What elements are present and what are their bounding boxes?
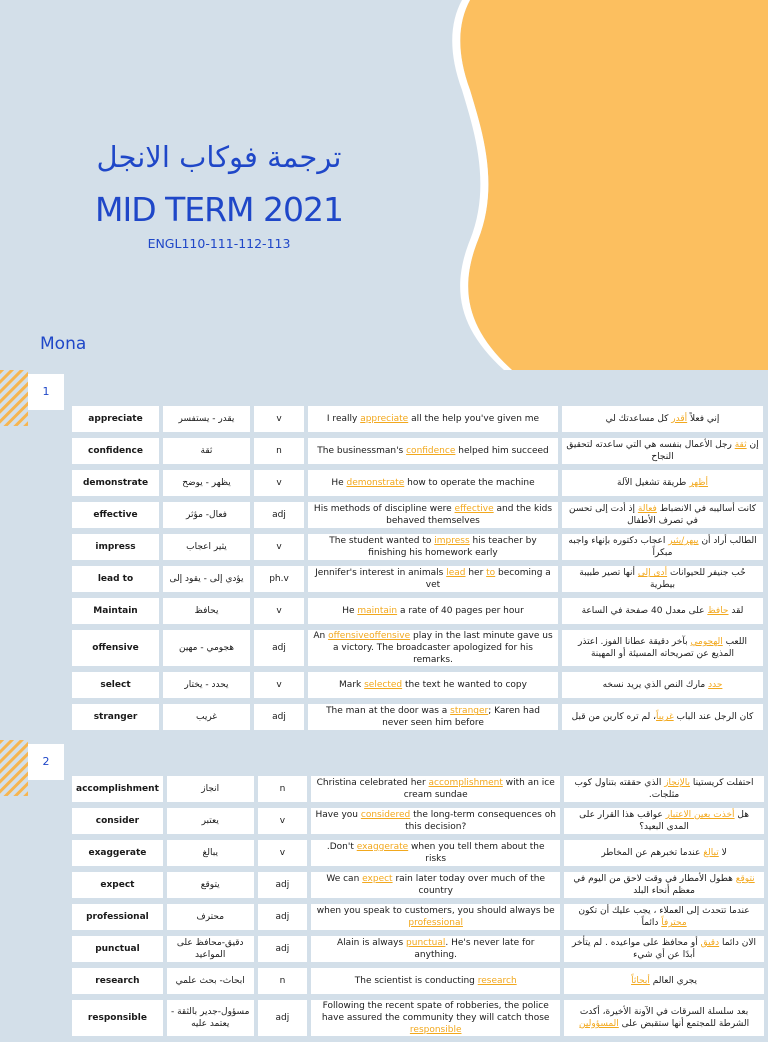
example-sentence: [308, 470, 558, 496]
example-sentence: [311, 872, 560, 898]
example-sentence: [308, 406, 558, 432]
part-of-speech: n: [258, 776, 308, 802]
arabic-translation: [564, 968, 764, 994]
highlighted-word: considered: [360, 809, 411, 820]
arabic-translation: [564, 872, 764, 898]
highlighted-word: بالإنجاز: [664, 777, 690, 788]
sentence-text: Have you: [315, 809, 361, 820]
example-sentence: [308, 502, 558, 528]
part-of-speech: v: [258, 808, 308, 834]
vocab-word: consider: [72, 808, 163, 834]
sentence-text: helped him succeed: [455, 445, 549, 456]
sentence-text: when you tell them about the risks: [408, 841, 545, 864]
arabic-translation: [562, 470, 763, 496]
translation-text: عندما تتحدث إلى العملاء ، يجب عليك أن تكون: [578, 905, 750, 916]
part-of-speech: adj: [258, 872, 308, 898]
arabic-meaning: ثقة: [163, 438, 250, 464]
highlighted-word: نتوقع: [735, 873, 755, 884]
translation-text: لا: [718, 847, 727, 858]
arabic-meaning: يثير اعجاب: [163, 534, 250, 560]
highlighted-word: offensive: [369, 631, 411, 641]
vocab-word: impress: [72, 534, 159, 560]
highlighted-word: offensive: [328, 631, 370, 641]
example-sentence: [308, 630, 558, 666]
table-row: [72, 872, 764, 898]
vocab-word: Maintain: [72, 598, 159, 624]
sentence-text: Jennifer's interest in animals: [315, 567, 447, 578]
highlighted-word: lead: [446, 567, 466, 578]
vocab-word: appreciate: [72, 406, 159, 432]
highlighted-word: أقدر: [671, 413, 688, 424]
arabic-translation: [562, 704, 763, 730]
highlighted-word: to: [486, 567, 496, 578]
table-row: [72, 840, 764, 866]
arabic-translation: [564, 904, 764, 930]
arabic-translation: [564, 808, 764, 834]
arabic-translation: [562, 406, 763, 432]
arabic-meaning: انجاز: [167, 776, 254, 802]
arabic-translation: [562, 502, 763, 528]
highlighted-word: professional: [408, 918, 463, 928]
sentence-text: how to operate the machine: [404, 477, 535, 488]
sentence-text: all the help you've given me: [408, 413, 540, 424]
highlighted-word: stranger: [450, 706, 489, 717]
vocab-word: research: [72, 968, 163, 994]
table-row: [72, 534, 763, 560]
example-sentence: [308, 566, 558, 592]
vocab-word: exaggerate: [72, 840, 163, 866]
translation-text: طريقة تشغيل الآلة: [617, 477, 690, 488]
table-row: [72, 968, 764, 994]
part-of-speech: n: [258, 968, 308, 994]
arabic-translation: [562, 672, 763, 698]
highlighted-word: يبهر/يثير: [668, 535, 699, 546]
sentence-text: a rate of 40 pages per hour: [397, 605, 524, 616]
highlighted-word: أدى إلى: [637, 567, 668, 578]
sentence-text: with an ice cream sundae: [403, 777, 555, 800]
part-of-speech: adj: [254, 630, 304, 666]
sentence-text: He: [342, 605, 358, 616]
arabic-title: ترجمة فوكاب الانجل: [96, 140, 342, 174]
table-row: [72, 808, 764, 834]
highlighted-word: حدد: [708, 680, 723, 691]
sentence-text: her: [465, 567, 487, 578]
translation-text: أنها تصير طبيبة بيطرية: [579, 567, 675, 590]
highlighted-word: أظهر: [689, 477, 708, 488]
arabic-meaning: يظهر - يوضح: [163, 470, 250, 496]
translation-text: الان دائما: [719, 937, 757, 948]
table-row: [72, 776, 764, 802]
highlighted-word: confidence: [406, 445, 456, 456]
part-of-speech: adj: [254, 502, 304, 528]
translation-text: إني فعلاً: [687, 413, 720, 424]
table-row: [72, 672, 763, 698]
arabic-meaning: يؤدي إلى - يقود إلى: [163, 566, 250, 592]
part-of-speech: v: [254, 470, 304, 496]
example-sentence: [308, 672, 558, 698]
highlighted-word: appreciate: [360, 413, 409, 424]
vocab-table-1: [68, 400, 767, 736]
sentence-text: I really: [326, 413, 361, 424]
translation-text: أو محافظ على مواعيده . لم يتأخر أبدًا عن أي شيء: [572, 937, 701, 960]
vocab-word: demonstrate: [72, 470, 159, 496]
sentence-text: rain later today over much of the country: [392, 873, 546, 896]
vocab-word: lead to: [72, 566, 159, 592]
highlighted-word: maintain: [357, 605, 398, 616]
vocab-word: expect: [72, 872, 163, 898]
sentence-text: . He's never late for anything.: [414, 937, 535, 960]
part-of-speech: adj: [258, 936, 308, 962]
example-sentence: [311, 776, 560, 802]
highlighted-word: غريباً: [656, 712, 674, 723]
translation-text: ، لم تره كارين من قبل: [571, 712, 657, 723]
arabic-meaning: غريب: [163, 704, 250, 730]
translation-text: كل مساعدتك لي: [605, 413, 672, 424]
vocab-word: offensive: [72, 630, 159, 666]
sentence-text: the text he wanted to copy: [402, 680, 527, 691]
highlighted-word: محترفاً: [661, 918, 687, 928]
arabic-translation: [562, 438, 763, 464]
vocab-word: accomplishment: [72, 776, 163, 802]
highlighted-word: research: [477, 975, 517, 986]
translation-text: كانت أساليبه في الانضباط: [656, 503, 756, 514]
highlighted-word: demonstrate: [346, 477, 405, 488]
example-sentence: [311, 936, 560, 962]
vocab-word: select: [72, 672, 159, 698]
highlighted-word: أخذت بعين الاعتبار: [665, 809, 735, 820]
part-of-speech: adj: [258, 1000, 308, 1036]
highlighted-word: دقيق: [700, 937, 720, 948]
example-sentence: [311, 808, 560, 834]
arabic-translation: [564, 840, 764, 866]
arabic-translation: [562, 566, 763, 592]
arabic-meaning: يعتبر: [167, 808, 254, 834]
translation-text: بآخر دقيقة عطانا الفوز. اعتذر المذيع عن تصريحاته المسيئة أو المهينة: [578, 637, 735, 660]
sentence-text: ; Karen had never seen him before: [382, 706, 540, 729]
sentence-text: His methods of discipline were: [313, 503, 455, 514]
highlighted-word: accomplishment: [428, 777, 503, 788]
highlighted-word: effective: [454, 503, 494, 514]
part-of-speech: v: [254, 534, 304, 560]
example-sentence: [308, 534, 558, 560]
example-sentence: [311, 840, 560, 866]
highlighted-word: الهجومي: [690, 637, 723, 648]
sentence-text: when you speak to customers, you should always be: [316, 905, 555, 916]
highlighted-word: punctual: [406, 937, 446, 948]
arabic-meaning: يحافظ: [163, 598, 250, 624]
translation-text: الطالب أراد أن: [698, 535, 757, 546]
striped-decoration: [0, 370, 28, 426]
translation-text: لقد: [728, 605, 744, 616]
translation-text: رجل الأعمال بنفسه هي التي ساعدته لتحقيق النجاح: [566, 439, 735, 462]
arabic-meaning: محترف: [167, 904, 254, 930]
highlighted-word: المسؤولين: [579, 1019, 619, 1030]
arabic-meaning: فعال- مؤثر: [163, 502, 250, 528]
translation-text: عواقب هذا القرار على المدى البعيد؟: [579, 809, 689, 832]
translation-text: على معدل 40 صفحة في الساعة: [581, 605, 708, 616]
part-of-speech: ph.v: [254, 566, 304, 592]
example-sentence: [308, 438, 558, 464]
highlighted-word: selected: [364, 680, 403, 691]
translation-text: إن: [746, 439, 759, 450]
highlighted-word: تبالغ: [703, 847, 719, 858]
page-title: MID TERM 2021: [95, 190, 343, 229]
table-row: [72, 704, 763, 730]
translation-text: بعد سلسلة السرقات في الآونة الأخيرة، أكدت الشرطة للمجتمع أنها ستقبض على: [579, 1007, 750, 1030]
sentence-text: The man at the door was a: [326, 706, 451, 717]
course-codes: ENGL110-111-112-113: [147, 236, 291, 251]
section-number-badge: 2: [28, 744, 64, 780]
translation-text: اللعب: [722, 637, 747, 648]
translation-text: يجري العالم: [649, 975, 697, 986]
translation-text: اعجاب دكتوره بإنهاء واجبه مبكراً: [568, 535, 673, 558]
sentence-text: play in the last minute gave us a victory. The broadcaster apologized for his: [333, 631, 553, 654]
sentence-text: becoming a vet: [425, 567, 551, 590]
highlighted-word: ثقة: [734, 439, 747, 450]
example-sentence: [311, 1000, 560, 1036]
arabic-translation: [564, 1000, 764, 1036]
table-row: [72, 598, 763, 624]
striped-decoration: [0, 740, 28, 796]
table-row: [72, 470, 763, 496]
sentence-text: the long-term consequences oh this decision?: [405, 809, 556, 832]
sentence-text: his teacher by finishing his homework early: [368, 535, 537, 558]
translation-text: دائماً: [641, 918, 662, 928]
vocab-word: responsible: [72, 1000, 163, 1036]
highlighted-word: expect: [362, 873, 393, 884]
table-row: [72, 406, 763, 432]
vocab-table-2: [68, 770, 768, 1042]
arabic-translation: [562, 598, 763, 624]
translation-text: عندما تخبرهم عن المخاطر: [601, 847, 704, 858]
highlighted-word: فعالة: [637, 503, 657, 514]
table-row: [72, 502, 763, 528]
translation-text: مارك النص الذي يريد نسخه: [602, 680, 709, 691]
table-row: [72, 566, 763, 592]
arabic-meaning: يبالغ: [167, 840, 254, 866]
translation-text: الذي حققته بتناول كوب مثلجات.: [574, 777, 680, 800]
part-of-speech: v: [254, 672, 304, 698]
translation-text: هطول الأمطار في وقت لاحق من اليوم في معظم أنحاء البلد: [573, 873, 736, 896]
arabic-meaning: يحدد - يختار: [163, 672, 250, 698]
arabic-meaning: هجومي - مهين: [163, 630, 250, 666]
part-of-speech: adj: [258, 904, 308, 930]
arabic-translation: [562, 534, 763, 560]
example-sentence: [311, 904, 560, 930]
highlighted-word: exaggerate: [356, 841, 409, 852]
sentence-text: .Don't: [326, 841, 357, 852]
highlighted-word: حافظ: [707, 605, 729, 616]
part-of-speech: adj: [254, 704, 304, 730]
sentence-text: Alain is always: [336, 937, 407, 948]
part-of-speech: v: [254, 406, 304, 432]
translation-text: حُب جنيفر للحيوانات: [667, 567, 746, 578]
example-sentence: [308, 704, 558, 730]
sentence-text: and the kids behaved themselves: [386, 503, 553, 526]
sentence-text: Mark: [339, 680, 365, 691]
sentence-text: The scientist is conducting: [354, 975, 478, 986]
arabic-translation: [564, 776, 764, 802]
sentence-text: An: [313, 631, 329, 641]
sentence-text: We can: [326, 873, 363, 884]
table-row: [72, 630, 763, 666]
example-sentence: [311, 968, 560, 994]
arabic-meaning: يتوقع: [167, 872, 254, 898]
arabic-meaning: مسؤول-جدير بالثقة - يعتمد عليه: [167, 1000, 254, 1036]
vocab-word: professional: [72, 904, 163, 930]
highlighted-word: responsible: [409, 1025, 462, 1036]
sentence-text: The student wanted to: [329, 535, 435, 546]
vocab-word: punctual: [72, 936, 163, 962]
table-row: [72, 438, 763, 464]
vocab-word: effective: [72, 502, 159, 528]
translation-text: إذ أدت إلى تحسن في تصرف الأطفال: [569, 503, 698, 526]
part-of-speech: v: [258, 840, 308, 866]
sentence-text: Christina celebrated her: [316, 777, 429, 788]
arabic-meaning: ابحاث- بحث علمي: [167, 968, 254, 994]
highlighted-word: impress: [434, 535, 470, 546]
translation-text: كان الرجل عند الباب: [673, 712, 754, 723]
vocab-word: stranger: [72, 704, 159, 730]
arabic-meaning: دقيق-محافظ على المواعيد: [167, 936, 254, 962]
section-number-badge: 1: [28, 374, 64, 410]
table-row: [72, 1000, 764, 1036]
sentence-text: remarks.: [413, 655, 453, 666]
sentence-text: Following the recent spate of robberies, the police have assured the community they will catch those: [321, 1001, 550, 1024]
translation-text: احتفلت كريستينا: [689, 777, 754, 788]
example-sentence: [308, 598, 558, 624]
sentence-text: He: [331, 477, 347, 488]
sentence-text: The businessman's: [317, 445, 407, 456]
table-row: [72, 936, 764, 962]
arabic-translation: [562, 630, 763, 666]
arabic-meaning: يقدر - يستفسر: [163, 406, 250, 432]
arabic-translation: [564, 936, 764, 962]
vocab-word: confidence: [72, 438, 159, 464]
author-name: Mona: [40, 334, 87, 354]
part-of-speech: v: [254, 598, 304, 624]
table-row: [72, 904, 764, 930]
part-of-speech: n: [254, 438, 304, 464]
translation-text: هل: [734, 809, 749, 820]
highlighted-word: أبحاثاً: [631, 975, 650, 986]
